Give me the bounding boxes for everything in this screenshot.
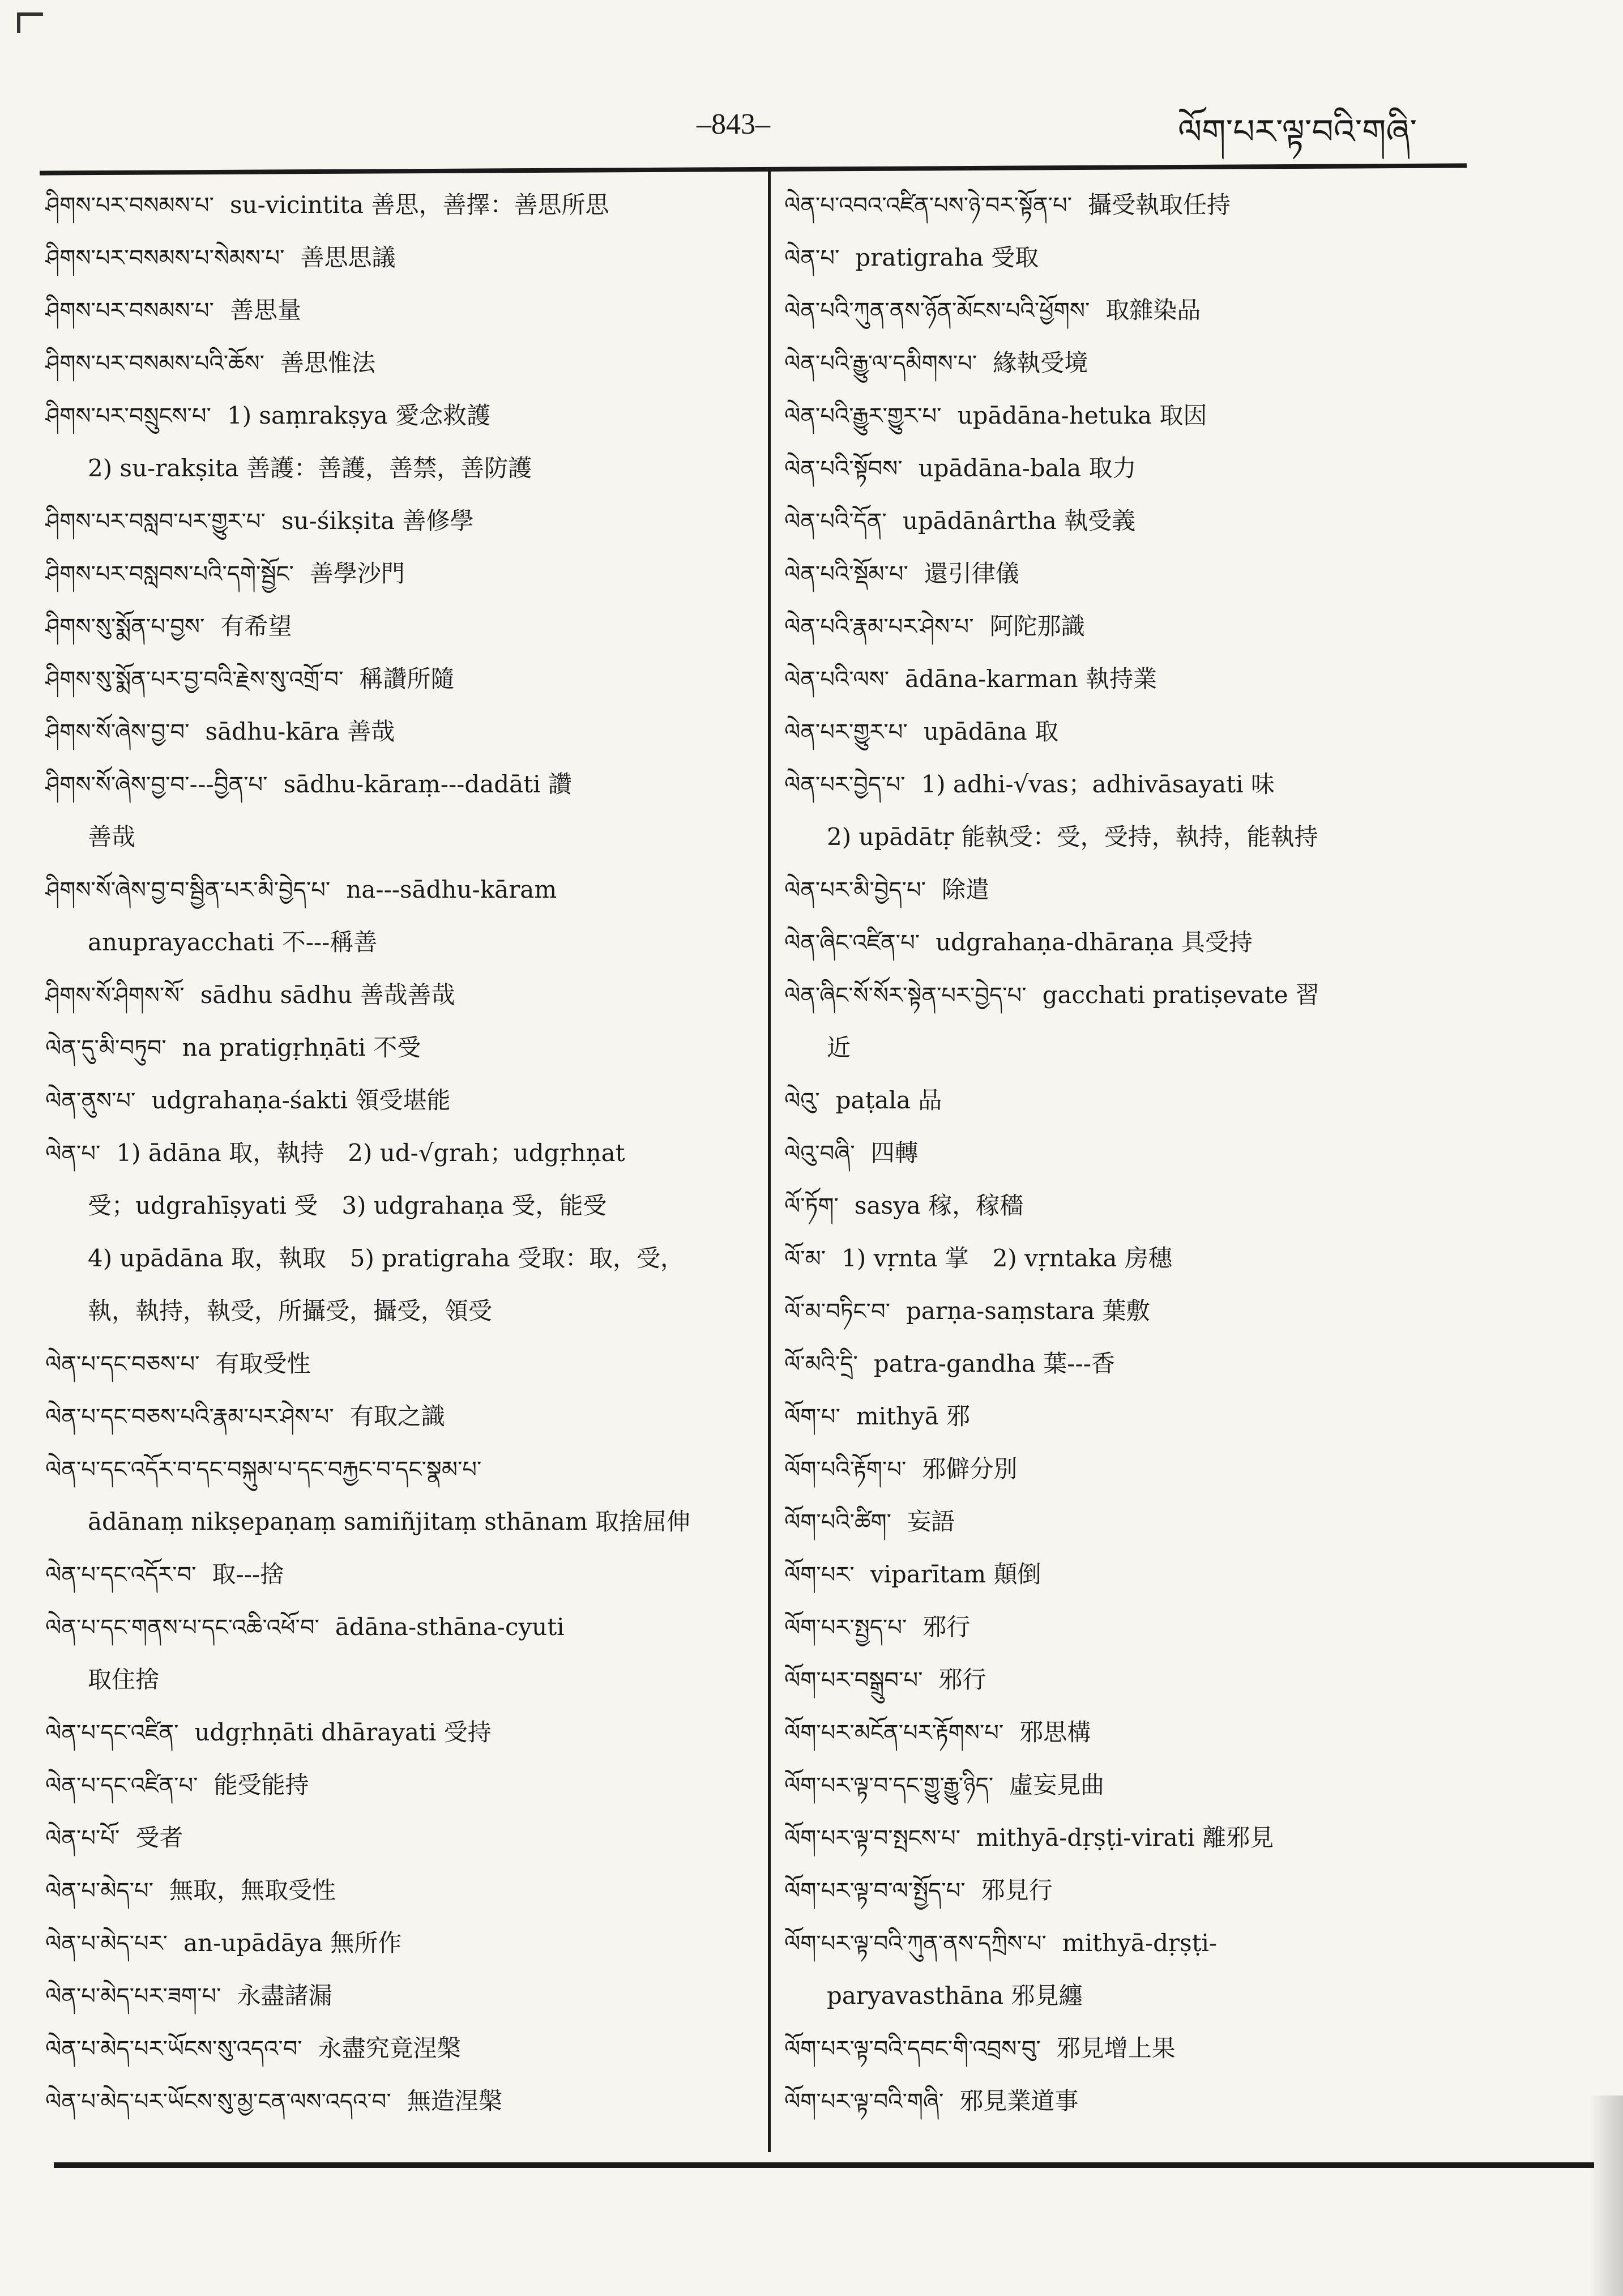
dictionary-entry — [784, 2075, 1492, 2127]
tibetan-headword: ལོག་པར་ལྟ་བའི་དབང་གི་འབྲས་བུ་ — [784, 2036, 1041, 2062]
dictionary-entry — [784, 284, 1492, 336]
dictionary-entry — [45, 1601, 753, 1653]
dictionary-entry — [45, 494, 753, 547]
tibetan-headword: ལེན་པ་དང་བཅས་པ་ — [45, 1351, 200, 1377]
tibetan-headword: ལོག་པའི་རྟོག་པ་ — [784, 1457, 907, 1483]
dictionary-entry — [784, 1601, 1492, 1653]
dictionary-entry — [784, 863, 1492, 916]
entry-gloss: udgṛhṇāti dhārayati 受持 — [194, 1718, 492, 1746]
entry-gloss: 4) upādāna 取，執取 5) pratigraha 受取：取，受， — [88, 1244, 685, 1272]
entry-gloss: udgrahaṇa-dhāraṇa 具受持 — [936, 928, 1253, 956]
tibetan-headword: ལེན་པ་འབའ་འཛིན་པས་ཉེ་བར་སྟོན་པ་ — [784, 193, 1072, 219]
dictionary-entry — [784, 231, 1492, 284]
entry-gloss: 無取，無取受性 — [169, 1876, 336, 1904]
dictionary-entry — [45, 2022, 753, 2075]
tibetan-headword: ལེན་པའི་ཀུན་ནས་ཉོན་མོངས་པའི་ཕྱོགས་ — [784, 298, 1090, 324]
dictionary-entry — [784, 652, 1492, 705]
entry-gloss: 攝受執取任持 — [1088, 191, 1231, 219]
dictionary-entry — [784, 494, 1492, 547]
tibetan-headword: ལེན་པ་ — [45, 1141, 101, 1167]
entry-gloss: sasya 稼，稼穡 — [854, 1192, 1024, 1219]
entry-gloss: 邪思構 — [1019, 1718, 1091, 1746]
entry-gloss: 善哉 — [88, 823, 136, 851]
tibetan-headword: ལེན་ཞིང་འཛིན་པ་ — [784, 930, 920, 956]
entry-gloss: 永盡諸漏 — [237, 1982, 332, 2009]
entry-gloss: 受者 — [135, 1824, 183, 1851]
tibetan-headword: ཤིགས་པར་བསམས་པའི་ཆོས་ — [45, 351, 265, 377]
dictionary-entry — [45, 1443, 753, 1495]
entry-gloss: 取---捨 — [212, 1560, 284, 1588]
entry-gloss: upādāna-hetuka 取因 — [957, 402, 1207, 429]
right-column — [784, 178, 1492, 2127]
dictionary-entry — [45, 1548, 753, 1601]
dictionary-entry — [45, 389, 753, 442]
tibetan-headword: ལེན་པ་མེད་པ་ — [45, 1878, 154, 1904]
tibetan-headword: ལེའུ་ — [784, 1088, 820, 1114]
entry-gloss: na pratigṛhṇāti 不受 — [182, 1034, 421, 1061]
tibetan-headword: ལེན་པ་དང་འདོར་བ་དང་བསྐུམ་པ་དང་བརྐྱང་བ་དང་སྣམ་པ་ — [45, 1457, 482, 1483]
entry-gloss: 有取之識 — [349, 1402, 445, 1430]
tibetan-headword: ལོག་པར་སྤྱད་པ་ — [784, 1615, 907, 1641]
entry-gloss: mithyā-dṛṣṭi- — [1062, 1929, 1218, 1957]
entry-gloss: 1) ādāna 取，執持 2) ud-√grah；udgṛhṇat — [116, 1139, 625, 1167]
entry-continuation — [45, 1495, 753, 1548]
tibetan-headword: ལེན་པ་མེད་པར་ཡོངས་སུ་མྱ་ངན་ལས་འདའ་བ་ — [45, 2089, 391, 2115]
dictionary-entry — [784, 600, 1492, 652]
entry-gloss: upādānârtha 執受義 — [902, 507, 1136, 535]
entry-gloss: 虛妄見曲 — [1009, 1771, 1105, 1799]
tibetan-headword: ལོག་པར་ལྟ་བ་དང་གྱུ་རྒྱུ་ཉིད་ — [784, 1773, 994, 1799]
tibetan-headword: ལེན་པ་ — [784, 245, 840, 271]
tibetan-headword: ལེན་པ་དང་བཅས་པའི་རྣམ་པར་ཤེས་པ་ — [45, 1404, 334, 1430]
dictionary-entry — [784, 389, 1492, 442]
entry-gloss: patra-gandha 葉---香 — [873, 1350, 1115, 1377]
tibetan-headword: ཤིགས་པར་བསླབས་པའི་དགེ་སྦྱོང་ — [45, 561, 294, 587]
tibetan-headword: ལོག་པར་ལྟ་བའི་ཀུན་ནས་དཀྲིས་པ་ — [784, 1931, 1047, 1957]
dictionary-entry — [784, 1337, 1492, 1390]
dictionary-entry — [45, 863, 753, 916]
tibetan-headword: ལེན་པ་དང་འཛིན་ — [45, 1720, 179, 1746]
tibetan-headword: ཤིགས་སོ་ཤིགས་སོ་ — [45, 983, 185, 1009]
entry-gloss: 善思量 — [229, 296, 301, 324]
tibetan-headword: ལེན་པ་མེད་པར་ཡོངས་སུ་འདའ་བ་ — [45, 2036, 302, 2062]
tibetan-headword: ལེན་པར་བྱེད་པ་ — [784, 772, 906, 798]
entry-gloss: 邪見增上果 — [1056, 2034, 1176, 2062]
tibetan-headword: ལེན་པའི་དོན་ — [784, 509, 887, 535]
tibetan-headword: ལེན་པའི་སྟོབས་ — [784, 456, 903, 482]
entry-gloss: mithyā 邪 — [856, 1402, 971, 1430]
entry-gloss: sādhu-kāraṃ---dadāti 讚 — [283, 770, 572, 798]
entry-gloss: 2) su-rakṣita 善護：善護，善禁，善防護 — [88, 454, 532, 482]
tibetan-headword: ལེན་པ་དང་འཛིན་པ་ — [45, 1773, 198, 1799]
entry-gloss: 邪見行 — [981, 1876, 1053, 1904]
tibetan-headword: ལོག་པར་ལྟ་བའི་གཞི་ — [784, 2089, 944, 2115]
entry-gloss: 阿陀那識 — [989, 612, 1085, 640]
entry-gloss: 善學沙門 — [309, 560, 405, 587]
entry-gloss: anuprayacchati 不---稱善 — [88, 928, 378, 956]
tibetan-headword: ཤིགས་སོ་ཞེས་བྱ་བ་སྦྱིན་པར་མི་བྱེད་པ་ — [45, 877, 331, 903]
dictionary-entry — [45, 178, 753, 231]
entry-continuation — [45, 1284, 753, 1337]
tibetan-headword: ཤིགས་པར་བསམས་པ་ — [45, 193, 214, 219]
bottom-rule — [54, 2162, 1594, 2168]
dictionary-entry — [45, 284, 753, 336]
entry-gloss: mithyā-dṛṣṭi-virati 離邪見 — [976, 1824, 1274, 1851]
entry-gloss: an-upādāya 無所作 — [183, 1929, 402, 1957]
entry-gloss: 1) vṛnta 掌 2) vṛntaka 房穗 — [842, 1244, 1172, 1272]
running-head: ལོག་པར་ལྟ་བའི་གཞི་ — [1178, 112, 1417, 152]
dictionary-entry — [784, 2022, 1492, 2075]
entry-gloss: viparītam 顛倒 — [870, 1560, 1041, 1588]
entry-continuation — [45, 442, 753, 494]
dictionary-entry — [45, 652, 753, 705]
dictionary-entry — [45, 231, 753, 284]
tibetan-headword: ལེན་པ་དང་གནས་པ་དང་འཆི་འཕོ་བ་ — [45, 1615, 319, 1641]
tibetan-headword: ལོག་པའི་ཚིག་ — [784, 1509, 892, 1535]
entry-gloss: 1) saṃrakṣya 愛念救護 — [227, 402, 491, 429]
dictionary-entry — [784, 1548, 1492, 1601]
entry-gloss: su-vicintita 善思，善擇：善思所思 — [229, 191, 609, 219]
dictionary-entry — [45, 2075, 753, 2127]
entry-gloss: 邪僻分別 — [922, 1455, 1018, 1483]
entry-gloss: 四轉 — [870, 1139, 919, 1167]
tibetan-headword: ཤིགས་སོ་ཞེས་བྱ་བ་---བྱིན་པ་ — [45, 772, 268, 798]
entry-gloss: 有取受性 — [215, 1350, 311, 1377]
entry-continuation — [784, 1969, 1492, 2022]
entry-gloss: udgrahaṇa-śakti 領受堪能 — [151, 1086, 451, 1114]
entry-gloss: 近 — [827, 1034, 851, 1061]
dictionary-entry — [45, 1126, 753, 1179]
tibetan-headword: ལེན་པ་མེད་པར་ཟག་པ་ — [45, 1983, 221, 2009]
entry-continuation — [45, 916, 753, 968]
entry-continuation — [784, 810, 1492, 863]
entry-gloss: 永盡究竟涅槃 — [318, 2034, 461, 2062]
tibetan-headword: ལོ་མ་ — [784, 1246, 826, 1272]
tibetan-headword: ལེན་པའི་རྣམ་པར་ཤེས་པ་ — [784, 614, 974, 640]
tibetan-headword: ལོག་པ་ — [784, 1404, 840, 1430]
entry-gloss: 妄語 — [907, 1508, 955, 1535]
tibetan-headword: ལེན་པ་མེད་པར་ — [45, 1931, 168, 1957]
tibetan-headword: ལེའུ་བཞི་ — [784, 1141, 855, 1167]
tibetan-headword: ལོག་པར་ — [784, 1562, 855, 1588]
dictionary-entry — [784, 916, 1492, 968]
tibetan-headword: ཤིགས་སུ་སྨོན་པར་བྱ་བའི་རྗེས་སུ་འགྲོ་བ་ — [45, 667, 344, 693]
tibetan-headword: ལེན་པའི་རྒྱུ་ལ་དམིགས་པ་ — [784, 351, 977, 377]
tibetan-headword: ཤིགས་སུ་སྨོན་པ་བྱས་ — [45, 614, 205, 640]
entry-gloss: paṭala 品 — [835, 1086, 942, 1114]
dictionary-entry — [45, 1969, 753, 2022]
entry-continuation — [784, 1021, 1492, 1074]
dictionary-entry — [784, 1759, 1492, 1811]
tibetan-headword: ལེན་ནུས་པ་ — [45, 1088, 136, 1114]
entry-gloss: 緣執受境 — [993, 349, 1088, 377]
dictionary-entry — [45, 1337, 753, 1390]
dictionary-entry — [784, 1811, 1492, 1864]
tibetan-headword: ལོག་པར་མངོན་པར་རྟོགས་པ་ — [784, 1720, 1004, 1746]
entry-gloss: 邪見業道事 — [959, 2087, 1079, 2115]
entry-gloss: ādānaṃ nikṣepaṇaṃ samiñjitaṃ sthānam 取捨屈伸 — [88, 1508, 691, 1535]
column-divider — [768, 170, 771, 2152]
dictionary-entry — [784, 547, 1492, 600]
dictionary-entry — [45, 1864, 753, 1917]
dictionary-entry — [784, 968, 1492, 1021]
entry-gloss: 取住捨 — [88, 1666, 160, 1693]
dictionary-entry — [784, 1126, 1492, 1179]
dictionary-entry — [45, 1917, 753, 1969]
entry-gloss: pratigraha 受取 — [855, 244, 1039, 271]
entry-gloss: sādhu-kāra 善哉 — [205, 718, 395, 745]
dictionary-entry — [45, 600, 753, 652]
tibetan-headword: ཤིགས་སོ་ཞེས་བྱ་བ་ — [45, 719, 190, 745]
tibetan-headword: ལེན་པར་མི་བྱེད་པ་ — [784, 877, 926, 903]
dictionary-entry — [784, 1074, 1492, 1126]
tibetan-headword: ལེན་པ་དང་འདོར་བ་ — [45, 1562, 197, 1588]
dictionary-entry — [784, 705, 1492, 758]
entry-continuation — [45, 1232, 753, 1284]
scan-edge-shadow — [1589, 2096, 1623, 2296]
dictionary-entry — [45, 1074, 753, 1126]
entry-gloss: 取雜染品 — [1105, 296, 1201, 324]
tibetan-headword: ཤིགས་པར་བསམས་པ་ — [45, 298, 214, 324]
entry-gloss: 邪行 — [922, 1613, 971, 1641]
entry-gloss: ādāna-karman 執持業 — [905, 665, 1158, 693]
dictionary-entry — [45, 1811, 753, 1864]
scan-corner-mark — [17, 12, 43, 33]
page-number: –843– — [697, 108, 770, 140]
entry-gloss: su-śikṣita 善修學 — [281, 507, 474, 535]
entry-gloss: 能受能持 — [213, 1771, 309, 1799]
dictionary-entry — [784, 178, 1492, 231]
entry-gloss: 受；udgrahīṣyati 受 3) udgrahaṇa 受，能受 — [88, 1192, 607, 1219]
entry-gloss: paryavasthāna 邪見纏 — [827, 1982, 1083, 2009]
entry-gloss: 善思思議 — [300, 244, 396, 271]
dictionary-entry — [784, 1179, 1492, 1232]
tibetan-headword: ཤིགས་པར་བསམས་པ་སེམས་པ་ — [45, 245, 285, 271]
entry-gloss: 善思惟法 — [280, 349, 376, 377]
entry-gloss: na---sādhu-kāram — [346, 876, 557, 903]
entry-gloss: 邪行 — [938, 1666, 986, 1693]
entry-gloss: 執，執持，執受，所攝受，攝受，領受 — [88, 1297, 493, 1325]
dictionary-entry — [784, 1495, 1492, 1548]
entry-gloss: upādāna-bala 取力 — [918, 454, 1137, 482]
tibetan-headword: ལོག་པར་ལྟ་བ་སྤངས་པ་ — [784, 1825, 961, 1851]
tibetan-headword: ལོ་ཏོག་ — [784, 1193, 839, 1219]
tibetan-headword: ཤིགས་པར་བསླབ་པར་གྱུར་པ་ — [45, 509, 266, 535]
tibetan-headword: ལེན་དུ་མི་བཏུབ་ — [45, 1035, 166, 1061]
entry-gloss: upādāna 取 — [923, 718, 1059, 745]
dictionary-entry — [45, 705, 753, 758]
entry-continuation — [45, 1179, 753, 1232]
tibetan-headword: ལོ་མ་བཏིང་བ་ — [784, 1299, 890, 1325]
dictionary-entry — [45, 547, 753, 600]
tibetan-headword: ལེན་པའི་ལས་ — [784, 667, 889, 693]
dictionary-entry — [784, 1232, 1492, 1284]
tibetan-headword: ལེན་ཞིང་སོ་སོར་སྟེན་པར་བྱེད་པ་ — [784, 983, 1027, 1009]
dictionary-entry — [784, 1443, 1492, 1495]
dictionary-entry — [45, 1759, 753, 1811]
tibetan-headword: ཤིགས་པར་བསྲུངས་པ་ — [45, 403, 211, 429]
dictionary-entry — [45, 1390, 753, 1443]
tibetan-headword: ལེན་པར་གྱུར་པ་ — [784, 719, 908, 745]
dictionary-entry — [784, 1284, 1492, 1337]
dictionary-entry — [784, 336, 1492, 389]
dictionary-entry — [45, 758, 753, 810]
dictionary-entry — [45, 968, 753, 1021]
dictionary-entry — [45, 1706, 753, 1759]
entry-gloss: 除遣 — [942, 876, 990, 903]
entry-gloss: parṇa-saṃstara 葉敷 — [906, 1297, 1150, 1325]
entry-gloss: sādhu sādhu 善哉善哉 — [200, 981, 455, 1009]
entry-continuation — [45, 810, 753, 863]
entry-gloss: 1) adhi-√vas；adhivāsayati 味 — [921, 770, 1275, 798]
tibetan-headword: ལེན་པའི་རྒྱུར་གྱུར་པ་ — [784, 403, 942, 429]
dictionary-entry — [784, 1653, 1492, 1706]
entry-gloss: 無造涅槃 — [407, 2087, 502, 2115]
dictionary-entry — [784, 442, 1492, 494]
tibetan-headword: ལེན་པ་པོ་ — [45, 1825, 120, 1851]
entry-gloss: 稱讚所隨 — [359, 665, 455, 693]
tibetan-headword: ལོག་པར་ལྟ་བ་ལ་སྤྱོད་པ་ — [784, 1878, 966, 1904]
entry-gloss: 還引律儀 — [924, 560, 1019, 587]
tibetan-headword: ལོག་པར་བསྒྲུབ་པ་ — [784, 1667, 923, 1693]
dictionary-entry — [45, 336, 753, 389]
entry-gloss: 有希望 — [220, 612, 292, 640]
entry-gloss: 2) upādātṛ 能執受：受，受持，執持，能執持 — [827, 823, 1318, 851]
tibetan-headword: ལོ་མའི་དྲི་ — [784, 1351, 858, 1377]
entry-gloss: gacchati pratiṣevate 習 — [1042, 981, 1319, 1009]
left-column — [45, 178, 753, 2127]
dictionary-entry — [784, 1706, 1492, 1759]
dictionary-entry — [784, 758, 1492, 810]
dictionary-entry — [784, 1864, 1492, 1917]
tibetan-headword: ལེན་པའི་སྡོམ་པ་ — [784, 561, 908, 587]
entry-gloss: ādāna-sthāna-cyuti — [335, 1613, 565, 1641]
dictionary-entry — [45, 1021, 753, 1074]
dictionary-entry — [784, 1390, 1492, 1443]
entry-continuation — [45, 1653, 753, 1706]
dictionary-entry — [784, 1917, 1492, 1969]
